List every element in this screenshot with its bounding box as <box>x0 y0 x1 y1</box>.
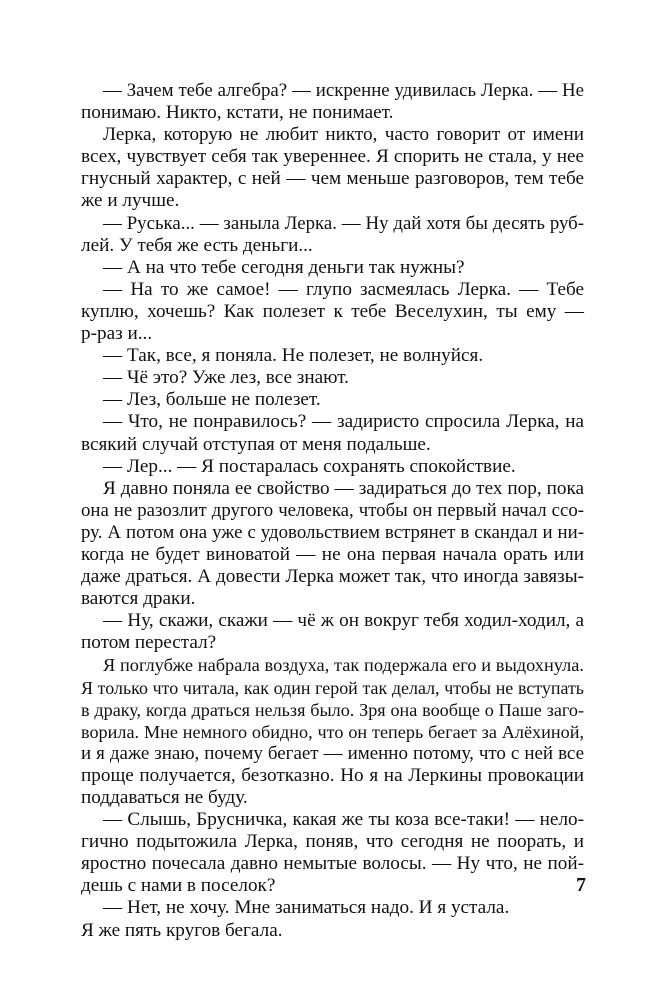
text-line: Я же пять кругов бегала. <box>81 919 283 941</box>
text-line: яростно почесала давно немытые волосы. — Ну что, не пой- <box>81 853 584 875</box>
text-line: понимаю. Никто, кстати, не понимает. <box>81 102 394 124</box>
text-line: — А на что тебе сегодня деньги так нужны? <box>103 256 465 278</box>
text-line: куплю, хочешь? Как полезет к тебе Веселухин, ты ему — <box>81 300 584 322</box>
text-line: лей. У тебя же есть деньги... <box>81 234 313 256</box>
text-line: поддаваться не буду. <box>81 787 248 808</box>
text-line: — Чё это? Уже лез, все знают. <box>103 367 349 389</box>
text-line: — Ну, скажи, скажи — чё ж он вокруг тебя ходил-ходил, а <box>103 610 584 632</box>
text-line: Лерка, которую не любит никто, часто говорит от имени <box>103 124 584 146</box>
text-line: Я поглубже набрала воздуха, так подержала его и выдохнула. <box>103 655 584 676</box>
text-line: она не разозлит другого человека, чтобы он первый начал ссо- <box>81 499 584 521</box>
text-line: проще получается, безотказно. Но я на Леркины провокации <box>81 764 584 786</box>
text-line: в драку, когда драться нельзя было. Зря она вообще о Паше заго- <box>81 699 584 720</box>
text-line: и я даже знаю, почему бегает — именно потому, что с ней все <box>81 742 584 764</box>
text-line: — Нет, не хочу. Мне заниматься надо. И я устала. <box>103 897 510 919</box>
text-line: всех, чувствует себя так увереннее. Я спорить не стала, у нее <box>81 146 584 168</box>
text-line: дешь с нами в поселок? <box>81 875 276 897</box>
text-line: гично подытожила Лерка, поняв, что сегодня не поорать, и <box>81 831 584 853</box>
text-line: ваются драки. <box>81 588 196 610</box>
text-line: потом перестал? <box>81 632 217 654</box>
page-number: 7 <box>576 874 586 896</box>
text-line: Я только что читала, как один герой так делал, чтобы не вступать <box>81 677 584 698</box>
text-line: когда не будет виноватой — не она первая начала орать или <box>81 543 584 565</box>
text-line: даже драться. А довести Лерка может так, что иногда завязы- <box>81 566 584 588</box>
text-line: — Лез, больше не полезет. <box>103 389 321 411</box>
text-line: Я давно поняла ее свойство — задираться до тех пор, пока <box>103 477 584 499</box>
text-line: — Лер... — Я постаралась сохранять спокойствие. <box>103 455 516 477</box>
text-line: — На то же самое! — глупо засмеялась Лерка. — Тебе <box>103 278 584 300</box>
text-line: ру. А потом она уже с удовольствием встрянет в скандал и ни- <box>81 521 584 543</box>
text-line: — Руська... — заныла Лерка. — Ну дай хотя бы десять руб- <box>103 212 584 234</box>
text-line: гнусный характер, с ней — чем меньше разговоров, тем тебе <box>81 168 584 190</box>
text-line: всякий случай отступая от меня подальше. <box>81 433 431 455</box>
text-line: — Зачем тебе алгебра? — искренне удивилась Лерка. — Не <box>103 80 584 101</box>
text-line: ворила. Мне немного обидно, что он теперь бегает за Алёхиной, <box>81 721 584 742</box>
text-line: р-раз и... <box>81 323 153 345</box>
text-line: — Так, все, я поняла. Не полезет, не волнуйся. <box>103 345 484 367</box>
body-text <box>81 80 584 942</box>
text-line: — Что, не понравилось? — задиристо спросила Лерка, на <box>103 411 584 433</box>
text-line: — Слышь, Брусничка, какая же ты коза все-таки! — нело- <box>103 809 584 831</box>
text-line: же и лучше. <box>81 190 180 212</box>
